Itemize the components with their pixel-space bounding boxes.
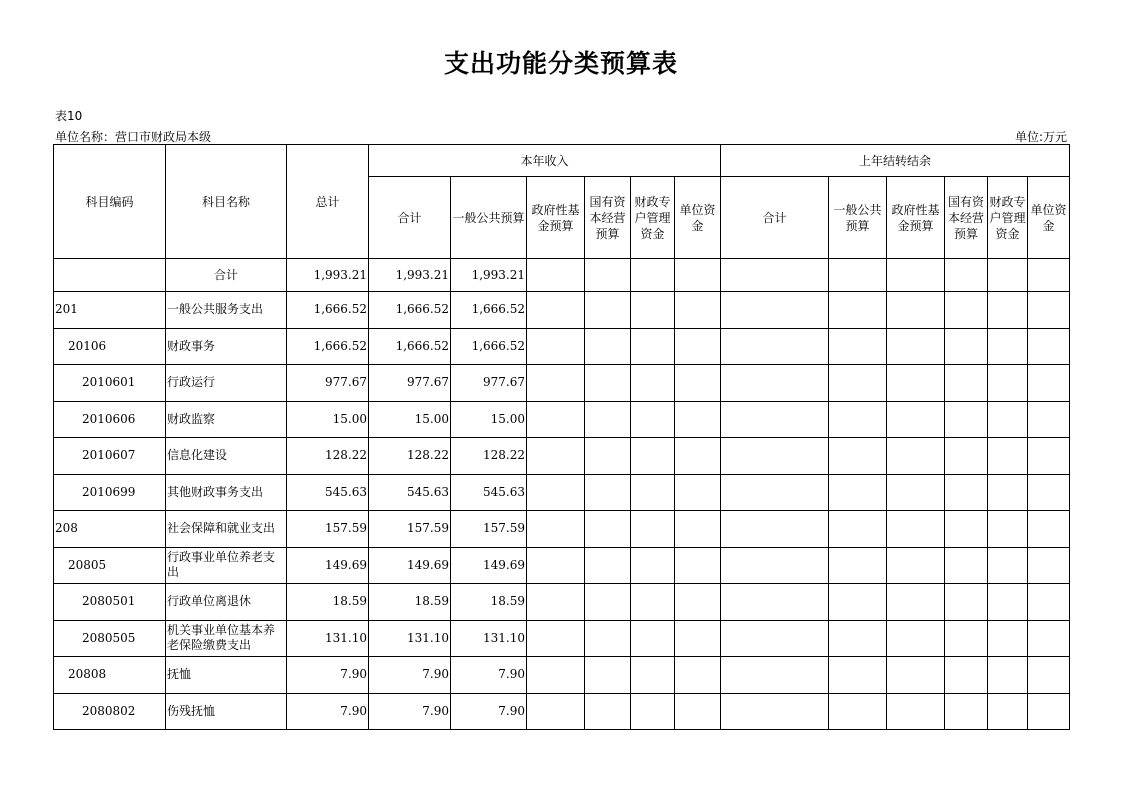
cell-empty — [887, 292, 945, 329]
cell-empty — [988, 401, 1028, 438]
cell-empty — [988, 292, 1028, 329]
cell-empty — [675, 365, 721, 402]
table-row — [54, 365, 1070, 402]
table-row — [54, 438, 1070, 475]
cell-empty — [585, 620, 631, 657]
header-prior-state-capital: 国有资本经营预算 — [945, 177, 988, 259]
cell-empty — [829, 259, 887, 292]
cell-empty — [527, 657, 585, 694]
cell-code — [54, 259, 166, 292]
cell-empty — [527, 365, 585, 402]
cell-current-general: 131.10 — [451, 620, 527, 657]
cell-empty — [887, 584, 945, 621]
cell-empty — [585, 693, 631, 730]
cell-current-subtotal: 128.22 — [369, 438, 451, 475]
cell-empty — [945, 474, 988, 511]
cell-empty — [675, 547, 721, 584]
cell-current-subtotal: 545.63 — [369, 474, 451, 511]
cell-empty — [988, 474, 1028, 511]
cell-empty — [721, 292, 829, 329]
cell-empty — [631, 438, 675, 475]
cell-total: 15.00 — [287, 401, 369, 438]
cell-empty — [829, 438, 887, 475]
cell-total: 157.59 — [287, 511, 369, 548]
cell-code: 20106 — [54, 328, 166, 365]
cell-name: 行政运行 — [166, 365, 287, 402]
cell-current-general: 1,993.21 — [451, 259, 527, 292]
cell-empty — [585, 511, 631, 548]
header-current-state-capital: 国有资本经营预算 — [585, 177, 631, 259]
cell-empty — [1028, 328, 1070, 365]
table-row — [54, 401, 1070, 438]
page-title: 支出功能分类预算表 — [443, 49, 678, 78]
cell-empty — [887, 438, 945, 475]
cell-empty — [631, 259, 675, 292]
cell-empty — [585, 365, 631, 402]
cell-empty — [1028, 292, 1070, 329]
cell-empty — [887, 620, 945, 657]
cell-empty — [631, 584, 675, 621]
cell-empty — [721, 511, 829, 548]
cell-empty — [887, 547, 945, 584]
cell-name: 合计 — [166, 259, 287, 292]
cell-code: 2010601 — [54, 365, 166, 402]
cell-empty — [988, 584, 1028, 621]
cell-empty — [945, 259, 988, 292]
cell-total: 149.69 — [287, 547, 369, 584]
cell-empty — [1028, 259, 1070, 292]
cell-empty — [945, 511, 988, 548]
cell-code: 2010699 — [54, 474, 166, 511]
cell-empty — [675, 511, 721, 548]
cell-empty — [721, 693, 829, 730]
cell-current-general: 128.22 — [451, 438, 527, 475]
table-row — [54, 511, 1070, 548]
cell-total: 128.22 — [287, 438, 369, 475]
cell-empty — [945, 584, 988, 621]
cell-empty — [988, 693, 1028, 730]
cell-empty — [887, 401, 945, 438]
cell-empty — [945, 401, 988, 438]
cell-empty — [945, 292, 988, 329]
cell-empty — [721, 620, 829, 657]
cell-current-subtotal: 18.59 — [369, 584, 451, 621]
cell-total: 1,666.52 — [287, 292, 369, 329]
cell-empty — [585, 328, 631, 365]
cell-empty — [631, 365, 675, 402]
cell-empty — [945, 620, 988, 657]
cell-empty — [585, 474, 631, 511]
cell-empty — [988, 511, 1028, 548]
table-row — [54, 657, 1070, 694]
header-current-unit-funds: 单位资金 — [675, 177, 721, 259]
cell-empty — [988, 547, 1028, 584]
cell-empty — [721, 401, 829, 438]
cell-empty — [585, 547, 631, 584]
cell-empty — [1028, 547, 1070, 584]
table-row — [54, 693, 1070, 730]
cell-name: 行政单位离退休 — [166, 584, 287, 621]
table-row — [54, 292, 1070, 329]
cell-empty — [631, 474, 675, 511]
cell-name: 其他财政事务支出 — [166, 474, 287, 511]
cell-name: 信息化建设 — [166, 438, 287, 475]
cell-name: 行政事业单位养老支出 — [166, 547, 287, 584]
cell-empty — [675, 584, 721, 621]
cell-current-general: 1,666.52 — [451, 292, 527, 329]
cell-empty — [945, 438, 988, 475]
header-current-general: 一般公共预算 — [451, 177, 527, 259]
table-row — [54, 259, 1070, 292]
cell-empty — [945, 693, 988, 730]
table-row — [54, 547, 1070, 584]
cell-current-subtotal: 1,666.52 — [369, 328, 451, 365]
cell-empty — [527, 584, 585, 621]
cell-empty — [631, 292, 675, 329]
cell-current-general: 15.00 — [451, 401, 527, 438]
cell-empty — [527, 547, 585, 584]
cell-code: 201 — [54, 292, 166, 329]
cell-empty — [675, 620, 721, 657]
cell-empty — [988, 328, 1028, 365]
cell-name: 社会保障和就业支出 — [166, 511, 287, 548]
cell-name: 一般公共服务支出 — [166, 292, 287, 329]
table-row — [54, 584, 1070, 621]
cell-empty — [675, 657, 721, 694]
cell-current-general: 7.90 — [451, 693, 527, 730]
cell-empty — [1028, 620, 1070, 657]
cell-empty — [887, 365, 945, 402]
cell-empty — [1028, 657, 1070, 694]
cell-empty — [887, 474, 945, 511]
header-prior-general: 一般公共预算 — [829, 177, 887, 259]
cell-empty — [585, 292, 631, 329]
cell-total: 977.67 — [287, 365, 369, 402]
header-total: 总计 — [287, 145, 369, 259]
cell-code: 20805 — [54, 547, 166, 584]
cell-name: 伤残抚恤 — [166, 693, 287, 730]
cell-empty — [675, 474, 721, 511]
cell-empty — [945, 365, 988, 402]
cell-code: 2080802 — [54, 693, 166, 730]
cell-empty — [675, 328, 721, 365]
cell-empty — [988, 438, 1028, 475]
cell-empty — [887, 259, 945, 292]
cell-empty — [1028, 438, 1070, 475]
cell-name: 抚恤 — [166, 657, 287, 694]
cell-empty — [527, 511, 585, 548]
cell-empty — [585, 259, 631, 292]
header-prior-subtotal: 合计 — [721, 177, 829, 259]
cell-current-general: 157.59 — [451, 511, 527, 548]
unit-name: 单位名称：营口市财政局本级 — [55, 130, 212, 144]
cell-empty — [721, 365, 829, 402]
cell-empty — [527, 328, 585, 365]
cell-empty — [527, 259, 585, 292]
cell-name: 财政事务 — [166, 328, 287, 365]
cell-empty — [631, 328, 675, 365]
header-name: 科目名称 — [166, 145, 287, 259]
cell-empty — [631, 657, 675, 694]
cell-empty — [829, 474, 887, 511]
cell-total: 18.59 — [287, 584, 369, 621]
cell-empty — [631, 547, 675, 584]
cell-current-general: 18.59 — [451, 584, 527, 621]
cell-empty — [829, 620, 887, 657]
cell-empty — [887, 657, 945, 694]
header-prior-unit-funds: 单位资金 — [1028, 177, 1070, 259]
header-current-subtotal: 合计 — [369, 177, 451, 259]
cell-total: 545.63 — [287, 474, 369, 511]
cell-code: 2080505 — [54, 620, 166, 657]
cell-empty — [829, 401, 887, 438]
table-row — [54, 474, 1070, 511]
cell-empty — [527, 693, 585, 730]
cell-current-general: 149.69 — [451, 547, 527, 584]
cell-empty — [631, 693, 675, 730]
cell-empty — [829, 365, 887, 402]
cell-empty — [829, 657, 887, 694]
header-prior-carryover: 上年结转结余 — [721, 145, 1070, 177]
header-current-special-account: 财政专户管理资金 — [631, 177, 675, 259]
header-code: 科目编码 — [54, 145, 166, 259]
cell-empty — [1028, 474, 1070, 511]
cell-empty — [631, 620, 675, 657]
cell-current-subtotal: 157.59 — [369, 511, 451, 548]
cell-current-subtotal: 131.10 — [369, 620, 451, 657]
table-body — [54, 259, 1070, 730]
cell-empty — [945, 657, 988, 694]
cell-empty — [527, 292, 585, 329]
cell-empty — [527, 620, 585, 657]
cell-code: 2010607 — [54, 438, 166, 475]
budget-table — [53, 144, 1070, 730]
cell-empty — [527, 401, 585, 438]
cell-empty — [945, 328, 988, 365]
cell-empty — [675, 438, 721, 475]
cell-total: 7.90 — [287, 657, 369, 694]
cell-code: 2080501 — [54, 584, 166, 621]
header-current-income: 本年收入 — [369, 145, 721, 177]
cell-empty — [829, 584, 887, 621]
cell-current-general: 545.63 — [451, 474, 527, 511]
cell-total: 1,993.21 — [287, 259, 369, 292]
cell-empty — [1028, 693, 1070, 730]
cell-empty — [887, 328, 945, 365]
unit-label: 单位:万元 — [1014, 130, 1067, 144]
cell-empty — [1028, 511, 1070, 548]
header-current-fund: 政府性基金预算 — [527, 177, 585, 259]
cell-empty — [1028, 584, 1070, 621]
cell-empty — [829, 547, 887, 584]
header-prior-fund: 政府性基金预算 — [887, 177, 945, 259]
cell-empty — [829, 511, 887, 548]
cell-empty — [721, 547, 829, 584]
cell-empty — [527, 438, 585, 475]
cell-empty — [721, 657, 829, 694]
table-row — [54, 620, 1070, 657]
cell-current-subtotal: 15.00 — [369, 401, 451, 438]
cell-current-subtotal: 149.69 — [369, 547, 451, 584]
cell-empty — [887, 693, 945, 730]
cell-empty — [585, 401, 631, 438]
cell-empty — [721, 438, 829, 475]
cell-code: 20808 — [54, 657, 166, 694]
cell-code: 208 — [54, 511, 166, 548]
cell-empty — [675, 292, 721, 329]
cell-empty — [945, 547, 988, 584]
cell-empty — [1028, 401, 1070, 438]
cell-empty — [527, 474, 585, 511]
cell-current-subtotal: 1,666.52 — [369, 292, 451, 329]
cell-empty — [887, 511, 945, 548]
table-row — [54, 328, 1070, 365]
cell-empty — [675, 693, 721, 730]
cell-empty — [631, 401, 675, 438]
cell-empty — [585, 657, 631, 694]
cell-total: 131.10 — [287, 620, 369, 657]
cell-name: 机关事业单位基本养老保险缴费支出 — [166, 620, 287, 657]
cell-empty — [988, 620, 1028, 657]
cell-total: 7.90 — [287, 693, 369, 730]
table-number: 表10 — [55, 109, 83, 123]
cell-empty — [829, 693, 887, 730]
cell-current-general: 1,666.52 — [451, 328, 527, 365]
cell-empty — [988, 365, 1028, 402]
cell-empty — [829, 292, 887, 329]
cell-current-subtotal: 1,993.21 — [369, 259, 451, 292]
cell-empty — [585, 438, 631, 475]
cell-empty — [721, 474, 829, 511]
cell-current-subtotal: 7.90 — [369, 693, 451, 730]
cell-code: 2010606 — [54, 401, 166, 438]
cell-current-subtotal: 7.90 — [369, 657, 451, 694]
cell-empty — [721, 584, 829, 621]
header-prior-special-account: 财政专户管理资金 — [988, 177, 1028, 259]
cell-empty — [988, 657, 1028, 694]
cell-empty — [721, 328, 829, 365]
cell-empty — [675, 401, 721, 438]
cell-empty — [988, 259, 1028, 292]
cell-current-general: 977.67 — [451, 365, 527, 402]
cell-empty — [721, 259, 829, 292]
cell-total: 1,666.52 — [287, 328, 369, 365]
cell-empty — [1028, 365, 1070, 402]
cell-empty — [631, 511, 675, 548]
cell-current-general: 7.90 — [451, 657, 527, 694]
cell-current-subtotal: 977.67 — [369, 365, 451, 402]
cell-name: 财政监察 — [166, 401, 287, 438]
cell-empty — [675, 259, 721, 292]
cell-empty — [585, 584, 631, 621]
cell-empty — [829, 328, 887, 365]
